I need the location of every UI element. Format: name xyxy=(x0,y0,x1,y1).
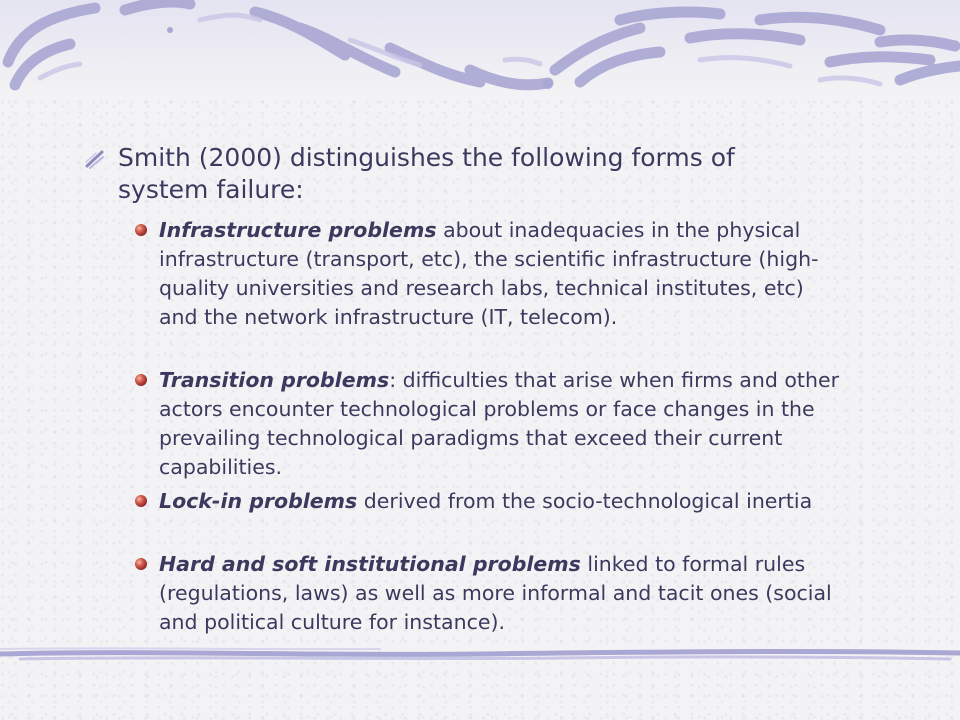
bottom-stroke-pattern xyxy=(0,640,960,670)
red-ball-icon xyxy=(134,557,148,571)
sub-point-institutional xyxy=(138,550,843,637)
sub-point-term: Transition problems xyxy=(159,368,390,392)
sub-point-term: Lock-in problems xyxy=(159,489,358,513)
red-ball-icon xyxy=(134,373,148,387)
sub-point-term: Hard and soft institutional problems xyxy=(159,552,581,576)
red-ball-icon xyxy=(134,494,148,508)
sub-point-text xyxy=(159,487,843,516)
sub-point-description: linked to formal rules (regulations, laws) as well as more informal and tacit ones (social and political culture for instance). xyxy=(159,552,832,634)
red-ball-icon xyxy=(134,223,148,237)
decorative-bottom-rule xyxy=(0,640,960,670)
pencil-stroke-icon xyxy=(84,148,106,170)
sub-point-lock-in xyxy=(138,487,843,516)
main-point-text: Smith (2000) distinguishes the following forms of system failure: xyxy=(118,143,735,204)
sub-point-infrastructure xyxy=(138,216,843,332)
sub-point-text xyxy=(159,550,843,637)
sub-point-description: : difficulties that arise when firms and other actors encounter technological problems or face changes in the prevailing technological paradigms that exceed their current capabilities. xyxy=(159,368,840,479)
sub-point-transition xyxy=(138,366,843,482)
main-bullet-item xyxy=(88,142,828,206)
sub-point-description: derived from the socio-technological inertia xyxy=(363,489,813,513)
sub-point-term: Infrastructure problems xyxy=(159,218,437,242)
sub-point-text xyxy=(159,366,843,482)
sub-point-description: about inadequacies in the physical infrastructure (transport, etc), the scientific infrastructure (high-quality universities and research labs, technical institutes, etc) and the network infrastructure (IT, telecom). xyxy=(159,218,819,329)
sub-point-text xyxy=(159,216,843,332)
